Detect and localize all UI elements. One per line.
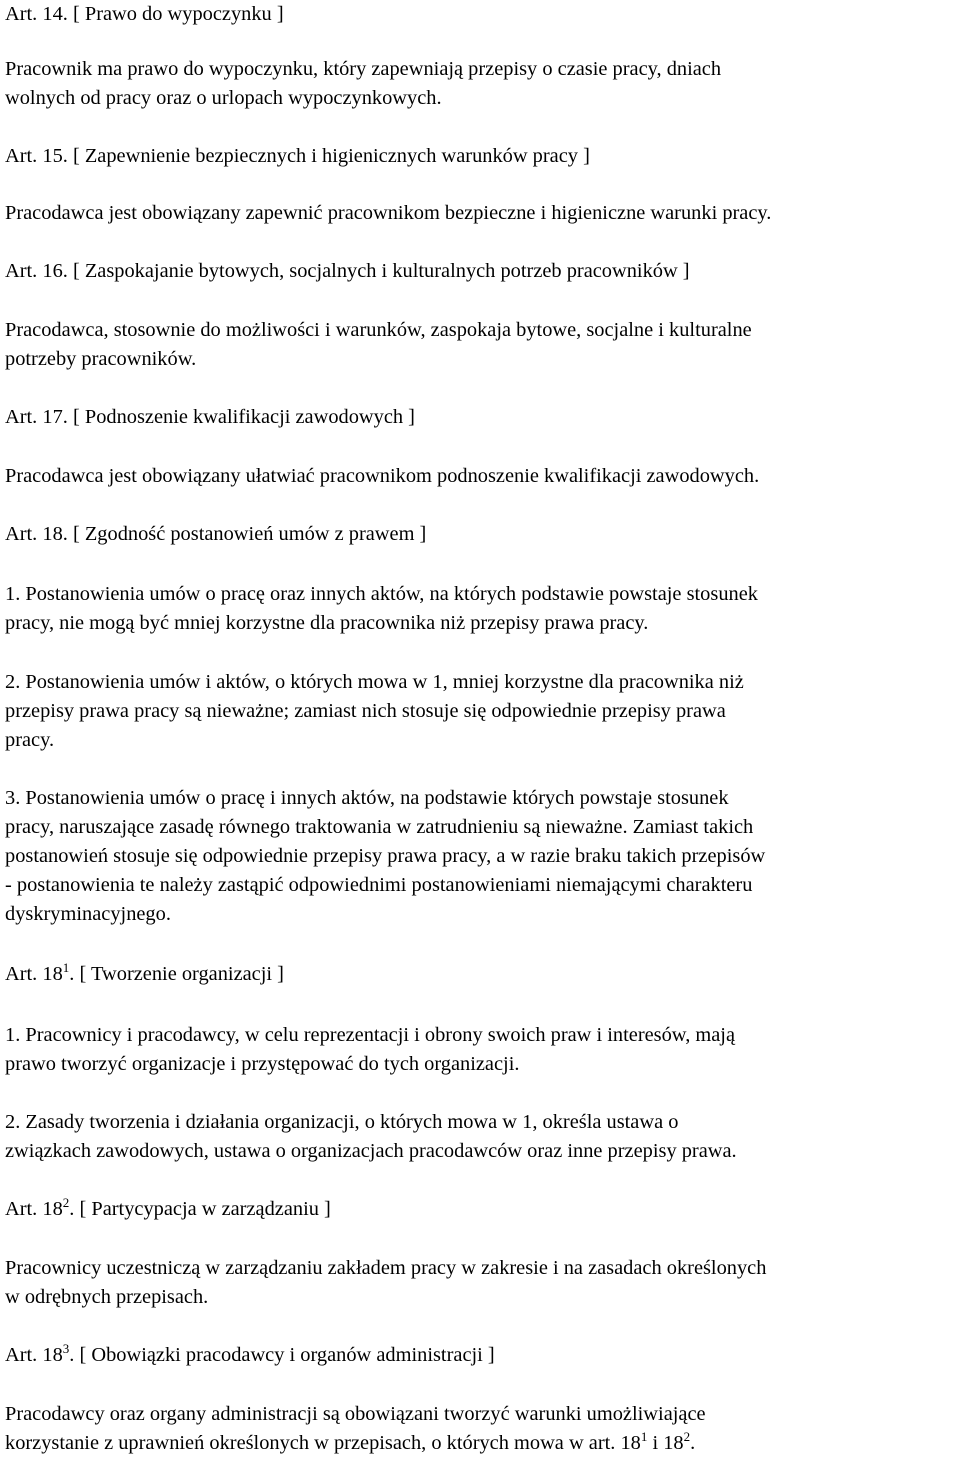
article-18-3-heading: Art. $18^3$. [ Obowiązki pracodawcy i organów administracji ] (5, 1341, 495, 1366)
superscript: 2 (62, 1195, 70, 1210)
article-16-body (5, 316, 752, 374)
text-line: Pracodawca jest obowiązany zapewnić pracownikom bezpieczne i higieniczne warunki pracy. (5, 202, 772, 224)
text-line: pracy. (5, 729, 55, 751)
article-18-2-heading: Art. $18^2$. [ Partycypacja w zarządzaniu ] (5, 1195, 331, 1220)
text-line: pracy, nie mogą być mniej korzystne dla pracownika niż przepisy prawa pracy. (5, 612, 649, 634)
text-line: Pracodawca, stosownie do możliwości i warunków, zaspokaja bytowe, socjalne i kulturalne (5, 319, 752, 341)
article-16-heading: Art. 16. [ Zaspokajanie bytowych, socjalnych i kulturalnych potrzeb pracowników ] (5, 260, 690, 282)
text-line: - postanowienia te należy zastąpić odpowiednimi postanowieniami niemającymi charakteru (5, 874, 753, 896)
article-18-heading: Art. 18. [ Zgodność postanowień umów z prawem ] (5, 523, 427, 545)
article-15-heading: Art. 15. [ Zapewnienie bezpiecznych i higienicznych warunków pracy ] (5, 145, 590, 167)
text-line: prawo tworzyć organizacje i przystępować do tych organizacji. (5, 1053, 520, 1075)
text-line: Pracodawcy oraz organy administracji są obowiązani tworzyć warunki umożliwiające (5, 1403, 706, 1425)
article-17-body (5, 462, 759, 491)
text-line: 3. Postanowienia umów o pracę i innych aktów, na podstawie których powstaje stosunek (5, 787, 729, 809)
article-18-2-body (5, 1254, 766, 1312)
superscript: 2 (683, 1429, 691, 1444)
superscript: 3 (62, 1341, 70, 1356)
article-18-paragraph-1 (5, 580, 758, 638)
article-17-heading: Art. 17. [ Podnoszenie kwalifikacji zawodowych ] (5, 406, 415, 428)
article-18-1-paragraph-2 (5, 1108, 737, 1166)
text-line: wolnych od pracy oraz o urlopach wypoczynkowych. (5, 87, 442, 109)
text-line: postanowień stosuje się odpowiednie przepisy prawa pracy, a w razie braku takich przepisów (5, 845, 766, 867)
article-14-heading: Art. 14. [ Prawo do wypoczynku ] (5, 3, 284, 25)
text-line: korzystanie z uprawnień określonych w przepisach, o których mowa w art. $18^1$ i $18^2$. (5, 1429, 696, 1454)
article-14-body (5, 55, 721, 113)
text-line: potrzeby pracowników. (5, 348, 197, 370)
article-18-1-heading: Art. $18^1$. [ Tworzenie organizacji ] (5, 960, 284, 985)
text-line: w odrębnych przepisach. (5, 1286, 209, 1308)
superscript: 1 (62, 960, 70, 975)
article-18-1-paragraph-1 (5, 1021, 735, 1079)
article-18-paragraph-2 (5, 668, 744, 755)
text-line: 1. Postanowienia umów o pracę oraz innych aktów, na których podstawie powstaje stosunek (5, 583, 758, 605)
text-line: związkach zawodowych, ustawa o organizacjach pracodawców oraz inne przepisy prawa. (5, 1140, 737, 1162)
text-line: 1. Pracownicy i pracodawcy, w celu reprezentacji i obrony swoich praw i interesów, mają (5, 1024, 736, 1046)
article-18-3-body (5, 1400, 706, 1458)
text-line: dyskryminacyjnego. (5, 903, 171, 925)
text-line: 2. Zasady tworzenia i działania organizacji, o których mowa w 1, określa ustawa o (5, 1111, 679, 1133)
text-line: pracy, naruszające zasadę równego traktowania w zatrudnieniu są nieważne. Zamiast takich (5, 816, 754, 838)
text-line: Pracodawca jest obowiązany ułatwiać pracownikom podnoszenie kwalifikacji zawodowych. (5, 465, 760, 487)
text-line: 2. Postanowienia umów i aktów, o których mowa w 1, mniej korzystne dla pracownika niż (5, 671, 744, 693)
article-18-paragraph-3 (5, 784, 765, 929)
text-line: Pracownicy uczestniczą w zarządzaniu zakładem pracy w zakresie i na zasadach określonych (5, 1257, 767, 1279)
superscript: 1 (640, 1429, 648, 1444)
text-line: Pracownik ma prawo do wypoczynku, który zapewniają przepisy o czasie pracy, dniach (5, 58, 722, 80)
article-15-body (5, 199, 771, 228)
text-line: przepisy prawa pracy są nieważne; zamiast nich stosuje się odpowiednie przepisy prawa (5, 700, 726, 722)
